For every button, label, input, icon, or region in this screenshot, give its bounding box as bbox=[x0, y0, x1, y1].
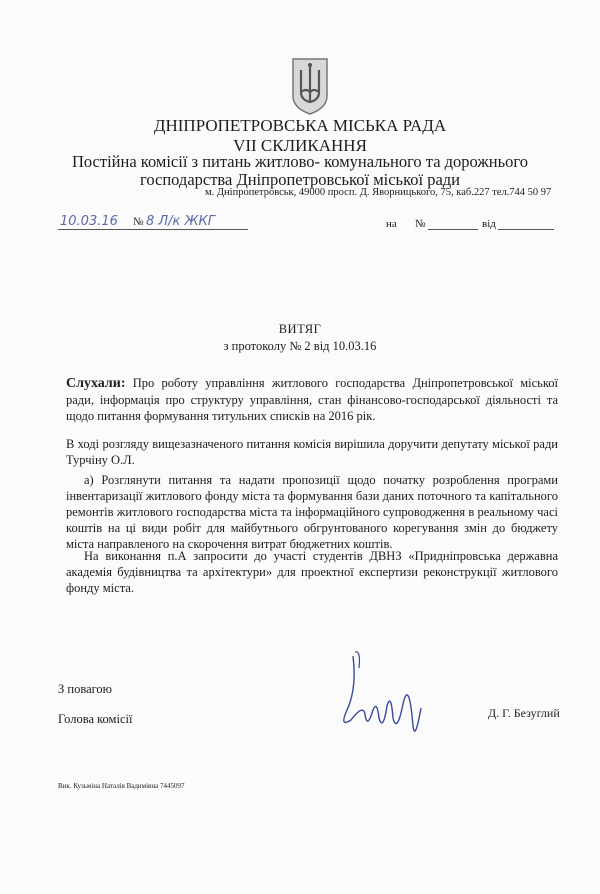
council-name: ДНІПРОПЕТРОВСЬКА МІСЬКА РАДА bbox=[153, 116, 447, 135]
signatory-name: Д. Г. Безуглий bbox=[488, 706, 560, 720]
reference-underline bbox=[58, 229, 248, 230]
heard-label: Слухали: bbox=[66, 376, 126, 391]
trident-coat-of-arms-icon bbox=[290, 56, 330, 116]
document-title: ВИТЯГ bbox=[278, 322, 322, 336]
item-b-paragraph: На виконання п.А запросити до участі студентів ДВНЗ «Придніпровська державна академія будівництва та архітектури» для проектної експертизи реконструкції житлового фонду міста. bbox=[66, 549, 558, 595]
heard-paragraph bbox=[66, 375, 558, 424]
handwritten-date: 10.03.16 bbox=[60, 214, 118, 229]
signatory-role: Голова комісії bbox=[58, 712, 133, 726]
decision-paragraph: В ході розгляду вищезазначеного питання комісія вирішила доручити депутату міської ради Турчіну О.Л. bbox=[66, 437, 558, 467]
incoming-number-label: № bbox=[415, 218, 426, 230]
document-subtitle: з протоколу № 2 від 10.03.16 bbox=[223, 339, 377, 353]
incoming-date-label: від bbox=[482, 218, 496, 230]
outgoing-number-sign: № bbox=[133, 216, 144, 228]
closing-phrase: З повагою bbox=[58, 682, 113, 696]
commission-name-line2: господарства Дніпропетровської міської ради bbox=[139, 170, 461, 189]
executor-note: Вик. Кузьміна Наталія Вадимівна 7445097 bbox=[58, 782, 185, 790]
handwritten-reg-number: 8 Л/к ЖКГ bbox=[146, 214, 216, 229]
item-a-paragraph: а) Розглянути питання та надати пропозиції щодо початку розроблення програми інвентаризації житлового фонду міста та формування бази даних поточного та капітального ремонтів житлового господарства міста та інформаційного супроводження в реальному часі коштів на ці види робіт для майбутнього обгрунтованого корегування змін до бюджету міста направленого на скорочення витрат бюджетних коштів. bbox=[66, 473, 558, 551]
heard-text: Про роботу управління житлового господарства Дніпропетровської міської ради, інформація про структуру управління, стан фінансово-господарської діяльності та щодо питання формування титульних списків на 2016 рік. bbox=[66, 376, 558, 423]
incoming-date-blank bbox=[498, 229, 554, 230]
incoming-number-blank bbox=[428, 229, 478, 230]
contact-address: м. Дніпропетровськ, 49000 просп. Д. Яворницького, 75, каб.227 тел.744 50 97 bbox=[205, 187, 552, 198]
handwritten-signature bbox=[325, 648, 435, 748]
commission-name-line1: Постійна комісії з питань житлово- комунального та дорожнього bbox=[71, 152, 529, 171]
na-label: на bbox=[386, 218, 397, 230]
convocation: VII СКЛИКАННЯ bbox=[233, 136, 367, 155]
